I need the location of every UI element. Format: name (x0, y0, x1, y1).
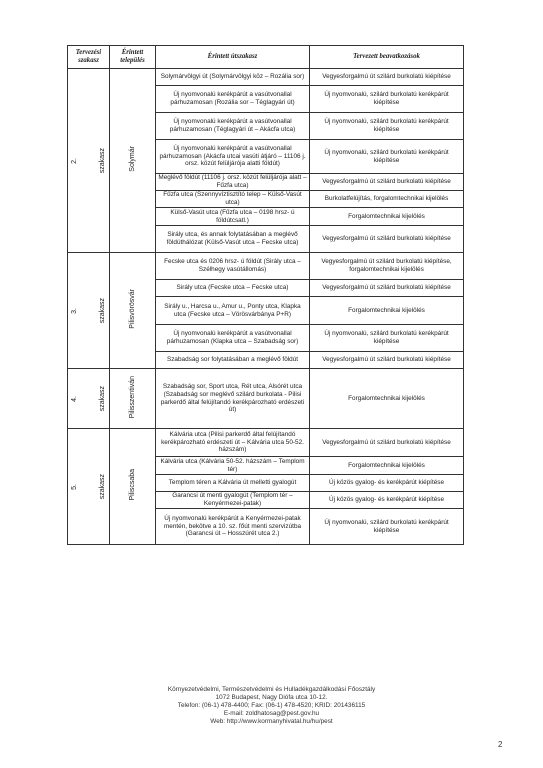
section-number: 5. (70, 483, 78, 490)
footer-address: 1072 Budapest, Nagy Diófa utca 10-12. (215, 693, 328, 701)
measure-cell: Vegyesforgalmú út szilárd burkolatú kiépítése (310, 174, 464, 191)
segment-cell: Meglévő földút (11106 j. orsz. közút felüljárója alatt – Fűzfa utca) (156, 174, 310, 191)
segment-cell: Sirály u., Harcsa u., Amur u., Ponty utca, Klapka utca (Fecske utca – Vörösvárbánya P+R) (156, 297, 310, 325)
section-number: 3. (70, 307, 78, 314)
section-label: szakasz (98, 385, 106, 412)
segment-cell: Új nyomvonalú kerékpárút a vasútvonallal párhuzamosan (Akácfa utcai vasúti átjáró – 11106 j. orsz. közút felüljárója alatti földút) (156, 140, 310, 174)
measure-cell: Forgalomtechnikai kijelölés (310, 457, 464, 475)
section-label-group (71, 298, 106, 323)
segment-cell: Fűzfa utca (Szennyvíztisztító telep – Külső-Vasút utca) (156, 191, 310, 208)
settlement-name: Pilisszentiván (128, 375, 136, 419)
footer-office: Környezetvédelmi, Természetvédelmi és Hulladékgazdálkodási Főosztály (167, 686, 376, 693)
measure-cell: Új nyomvonalú, szilárd burkolatú kerékpárút kiépítése (310, 86, 464, 113)
segment-cell: Garancsi út menti gyalogút (Templom tér – Kenyérmezei-patak) (156, 492, 310, 509)
section-number: 2. (70, 157, 78, 164)
segment-cell: Szabadság sor folytatásában a meglévő földút (156, 352, 310, 369)
section-label: szakasz (98, 473, 106, 500)
footer-email: E-mail: zoldhatosag@pest.gov.hu (223, 709, 320, 717)
table-row (68, 429, 464, 457)
segment-cell: Kálvária utca (Kálvária 50-52. házszám – Templom tér) (156, 457, 310, 475)
section-cell (68, 69, 110, 253)
measure-cell: Új közös gyalog- és kerékpárút kiépítése (310, 492, 464, 509)
measure-cell: Forgalomtechnikai kijelölés (310, 369, 464, 429)
measure-cell: Forgalomtechnikai kijelölés (310, 208, 464, 226)
section-number: 4. (70, 395, 78, 402)
settlement-cell (110, 69, 156, 253)
measure-cell: Vegyesforgalmú út szilárd burkolatú kiépítése (310, 429, 464, 457)
segment-cell: Külső-Vasút utca (Fűzfa utca – 0198 hrsz- ú földútcsatl.) (156, 208, 310, 226)
table-body (68, 69, 464, 545)
table-row (68, 69, 464, 86)
section-label-group (71, 386, 106, 411)
measure-cell: Új nyomvonalú, szilárd burkolatú kerékpárút kiépítése (310, 113, 464, 140)
header-segment: Érintett útszakasz (156, 46, 310, 69)
table-row (68, 369, 464, 429)
section-label: szakasz (98, 297, 106, 324)
header-settlement: Érintett település (110, 46, 156, 69)
measure-cell: Burkolatfelújítás, forgalomtechnikai kijelölés (310, 191, 464, 208)
segment-cell: Új nyomvonalú kerékpárút a vasútvonallal párhuzamosan (Rozália sor – Téglagyári út) (156, 86, 310, 113)
footer-phone: Telefon: (06-1) 478-4400; Fax: (06-1) 478-4520; KRID: 201436115 (177, 701, 366, 709)
table-header-row (68, 46, 464, 69)
section-cell (68, 253, 110, 369)
section-label-group (71, 474, 106, 499)
measure-cell: Új nyomvonalú, szilárd burkolatú kerékpárút kiépítése (310, 509, 464, 545)
measure-cell: Forgalomtechnikai kijelölés (310, 297, 464, 325)
footer (100, 686, 443, 726)
measure-cell: Vegyesforgalmú út szilárd burkolatú kiépítése (310, 226, 464, 253)
header-section: Tervezési szakasz (68, 46, 110, 69)
footer-web: Web: http://www.kormanyhivatal.hu/hu/pest (210, 717, 333, 725)
settlement-name: Solymár (128, 146, 136, 173)
segment-cell: Új nyomvonalú kerékpárút a vasútvonallal párhuzamosan (Téglagyári út – Akácfa utca) (156, 113, 310, 140)
measure-cell: Vegyesforgalmú út szilárd burkolatú kiépítése (310, 280, 464, 297)
settlement-cell (110, 253, 156, 369)
measure-cell: Új nyomvonalú, szilárd burkolatú kerékpárút kiépítése (310, 140, 464, 174)
segment-cell: Szabadság sor, Sport utca, Rét utca, Alsórét utca (Szabadság sor meglévő szilárd burkolata - Pilisi parkerdő által felújítandó kerékpározható erdészeti út) (156, 369, 310, 429)
segment-cell: Új nyomvonalú kerékpárút a vasútvonallal párhuzamosan (Klapka utca – Szabadság sor) (156, 325, 310, 352)
measure-cell: Vegyesforgalmú út szilárd burkolatú kiépítése, forgalomtechnikai kijelölés (310, 253, 464, 280)
segment-cell: Sirály utca, és annak folytatásában a meglévő földúthálózat (Külső-Vasút utca – Fecske utca) (156, 226, 310, 253)
section-cell (68, 429, 110, 545)
settlement-cell (110, 429, 156, 545)
settlement-cell (110, 369, 156, 429)
settlement-name: Piliscsaba (128, 469, 136, 501)
segment-cell: Sirály utca (Fecske utca – Fecske utca) (156, 280, 310, 297)
section-cell (68, 369, 110, 429)
segment-cell: Kálvária utca (Pilisi parkerdő által felújítandó kerékpározható erdészeti út – Kálvária utca 50-52. házszám) (156, 429, 310, 457)
segment-cell: Fecske utca és 0206 hrsz- ú földút (Sirály utca – Szélhegy vasútállomás) (156, 253, 310, 280)
measure-cell: Új közös gyalog- és kerékpárút kiépítése (310, 475, 464, 492)
page-number: 2 (498, 740, 503, 749)
segment-cell: Új nyomvonalú kerékpárút a Kenyérmezei-patak mentén, bekötve a 10. sz. főút menti szervizútba (Garancsi út – Hosszúrét utca 2.) (156, 509, 310, 545)
segment-cell: Templom téren a Kálvária út melletti gyalogút (156, 475, 310, 492)
measure-cell: Vegyesforgalmú út szilárd burkolatú kiépítése (310, 69, 464, 86)
settlement-name: Pilisvörösvár (128, 289, 136, 330)
measure-cell: Vegyesforgalmú út szilárd burkolatú kiépítése (310, 352, 464, 369)
table-row (68, 253, 464, 280)
segment-cell: Solymárvölgyi út (Solymárvölgyi köz – Rozália sor) (156, 69, 310, 86)
section-label-group (71, 148, 106, 173)
measure-cell: Új nyomvonalú, szilárd burkolatú kerékpárút kiépítése (310, 325, 464, 352)
header-measure: Tervezett beavatkozások (310, 46, 464, 69)
section-label: szakasz (98, 147, 106, 174)
sections-table (67, 45, 464, 545)
